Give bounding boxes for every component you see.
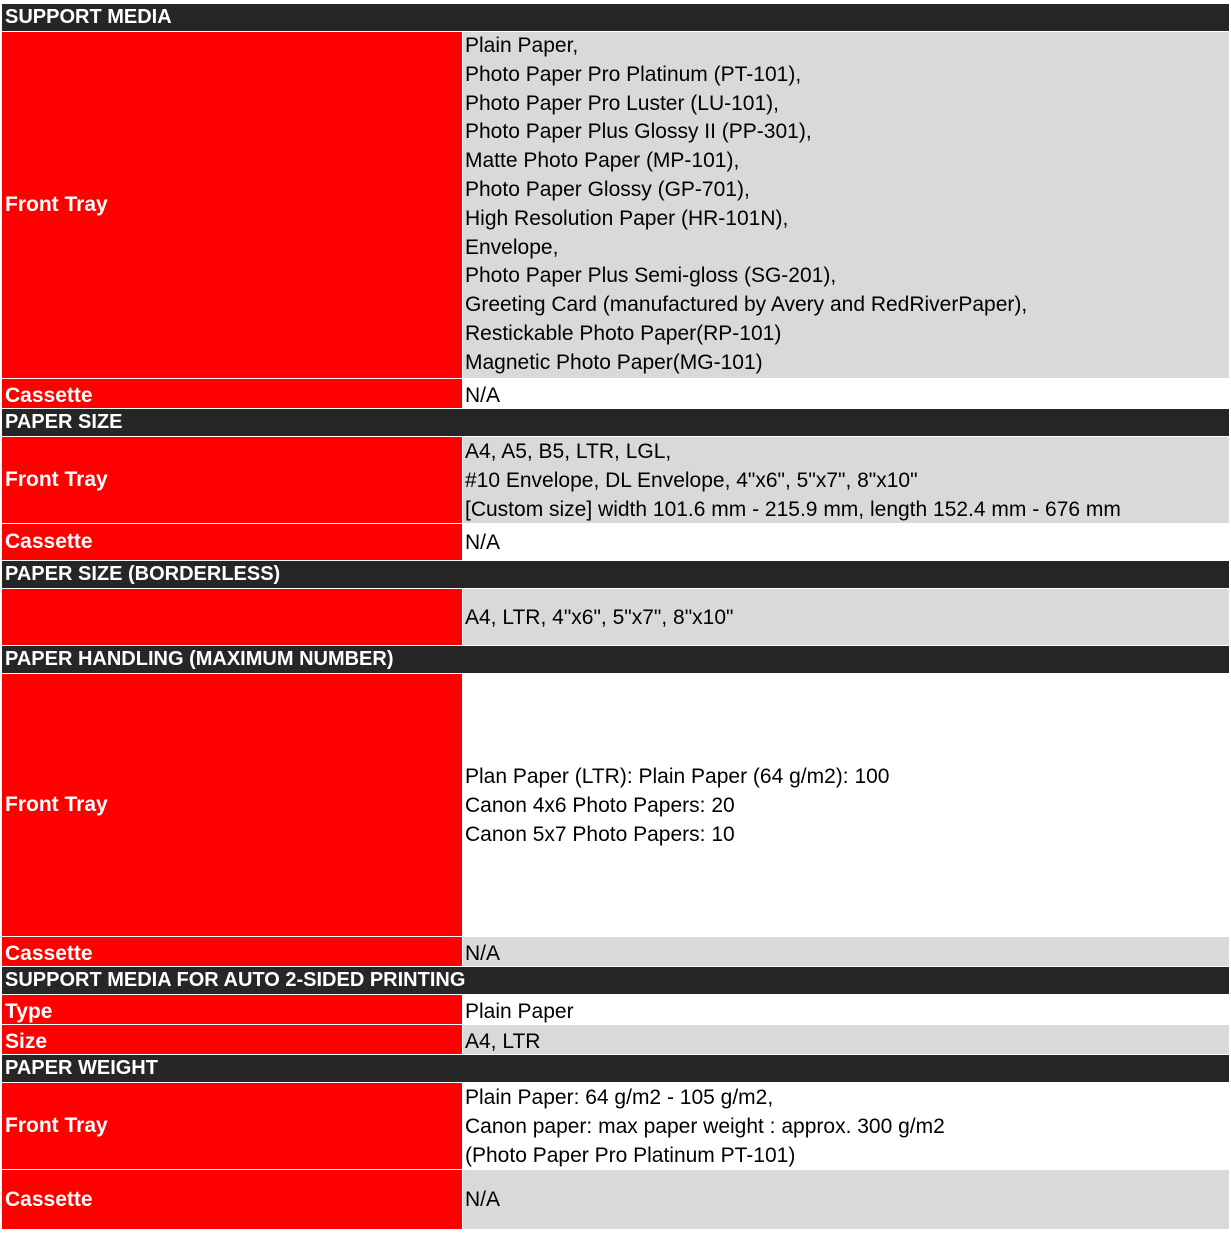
row-support-media-front-tray [2, 32, 1229, 379]
row-value: N/A [462, 1170, 1229, 1229]
row-paper-weight-cassette [2, 1170, 1229, 1230]
value-line: Envelope, [465, 235, 559, 259]
row-paper-size-cassette [2, 524, 1229, 561]
row-paper-size-front-tray [2, 437, 1229, 524]
value-line: Canon 5x7 Photo Papers: 10 [465, 822, 735, 846]
row-auto-duplex-type [2, 995, 1229, 1025]
section-header-paper-size-borderless: PAPER SIZE (BORDERLESS) [2, 561, 1229, 589]
row-label: Cassette [2, 379, 462, 408]
value-line: Magnetic Photo Paper(MG-101) [465, 350, 763, 374]
row-value [462, 437, 1229, 523]
section-header-paper-weight: PAPER WEIGHT [2, 1055, 1229, 1083]
row-label [2, 589, 462, 645]
value-line: Plain Paper, [465, 34, 579, 57]
value-line: Canon 4x6 Photo Papers: 20 [465, 793, 735, 817]
row-paper-handling-front-tray [2, 674, 1229, 937]
value-line: Photo Paper Glossy (GP-701), [465, 177, 750, 201]
value-line: Greeting Card (manufactured by Avery and RedRiverPaper), [465, 293, 1028, 317]
row-label: Front Tray [2, 437, 462, 523]
row-paper-handling-cassette [2, 937, 1229, 967]
row-value: N/A [462, 937, 1229, 966]
value-line: Photo Paper Plus Semi-gloss (SG-201), [465, 264, 837, 288]
row-label: Cassette [2, 524, 462, 560]
row-label: Type [2, 995, 462, 1024]
row-auto-duplex-size [2, 1025, 1229, 1055]
value-line: Photo Paper Pro Luster (LU-101), [465, 91, 779, 115]
section-header-paper-size: PAPER SIZE [2, 409, 1229, 437]
row-label: Cassette [2, 937, 462, 966]
value-line: Canon paper: max paper weight : approx. 300 g/m2 [465, 1114, 945, 1138]
row-value [462, 32, 1229, 378]
value-line: Plain Paper: 64 g/m2 - 105 g/m2, [465, 1085, 774, 1109]
value-line: A4, A5, B5, LTR, LGL, [465, 439, 672, 463]
value-line: Restickable Photo Paper(RP-101) [465, 321, 782, 345]
row-label: Front Tray [2, 1083, 462, 1169]
value-line: High Resolution Paper (HR-101N), [465, 206, 789, 230]
row-label: Cassette [2, 1170, 462, 1229]
row-value: N/A [462, 379, 1229, 408]
value-line: Plan Paper (LTR): Plain Paper (64 g/m2): 100 [465, 764, 890, 788]
row-value [462, 674, 1229, 936]
row-paper-size-borderless [2, 589, 1229, 646]
value-line: Matte Photo Paper (MP-101), [465, 149, 740, 173]
row-paper-weight-front-tray [2, 1083, 1229, 1170]
value-line: #10 Envelope, DL Envelope, 4"x6", 5"x7", 8"x10" [465, 468, 918, 492]
row-value: A4, LTR, 4"x6", 5"x7", 8"x10" [462, 589, 1229, 645]
section-header-auto-duplex: SUPPORT MEDIA FOR AUTO 2-SIDED PRINTING [2, 967, 1229, 995]
value-line: Photo Paper Plus Glossy II (PP-301), [465, 120, 812, 144]
row-value: A4, LTR [462, 1025, 1229, 1054]
row-label: Front Tray [2, 674, 462, 936]
row-label: Front Tray [2, 32, 462, 378]
row-value: N/A [462, 524, 1229, 560]
section-header-support-media: SUPPORT MEDIA [2, 4, 1229, 32]
row-value [462, 1083, 1229, 1169]
value-line: [Custom size] width 101.6 mm - 215.9 mm, length 152.4 mm - 676 mm [465, 497, 1121, 521]
value-line: Photo Paper Pro Platinum (PT-101), [465, 62, 802, 86]
row-label: Size [2, 1025, 462, 1054]
section-header-paper-handling: PAPER HANDLING (MAXIMUM NUMBER) [2, 646, 1229, 674]
value-line: (Photo Paper Pro Platinum PT-101) [465, 1143, 796, 1167]
row-value: Plain Paper [462, 995, 1229, 1024]
spec-sheet [2, 4, 1229, 1230]
row-support-media-cassette [2, 379, 1229, 409]
